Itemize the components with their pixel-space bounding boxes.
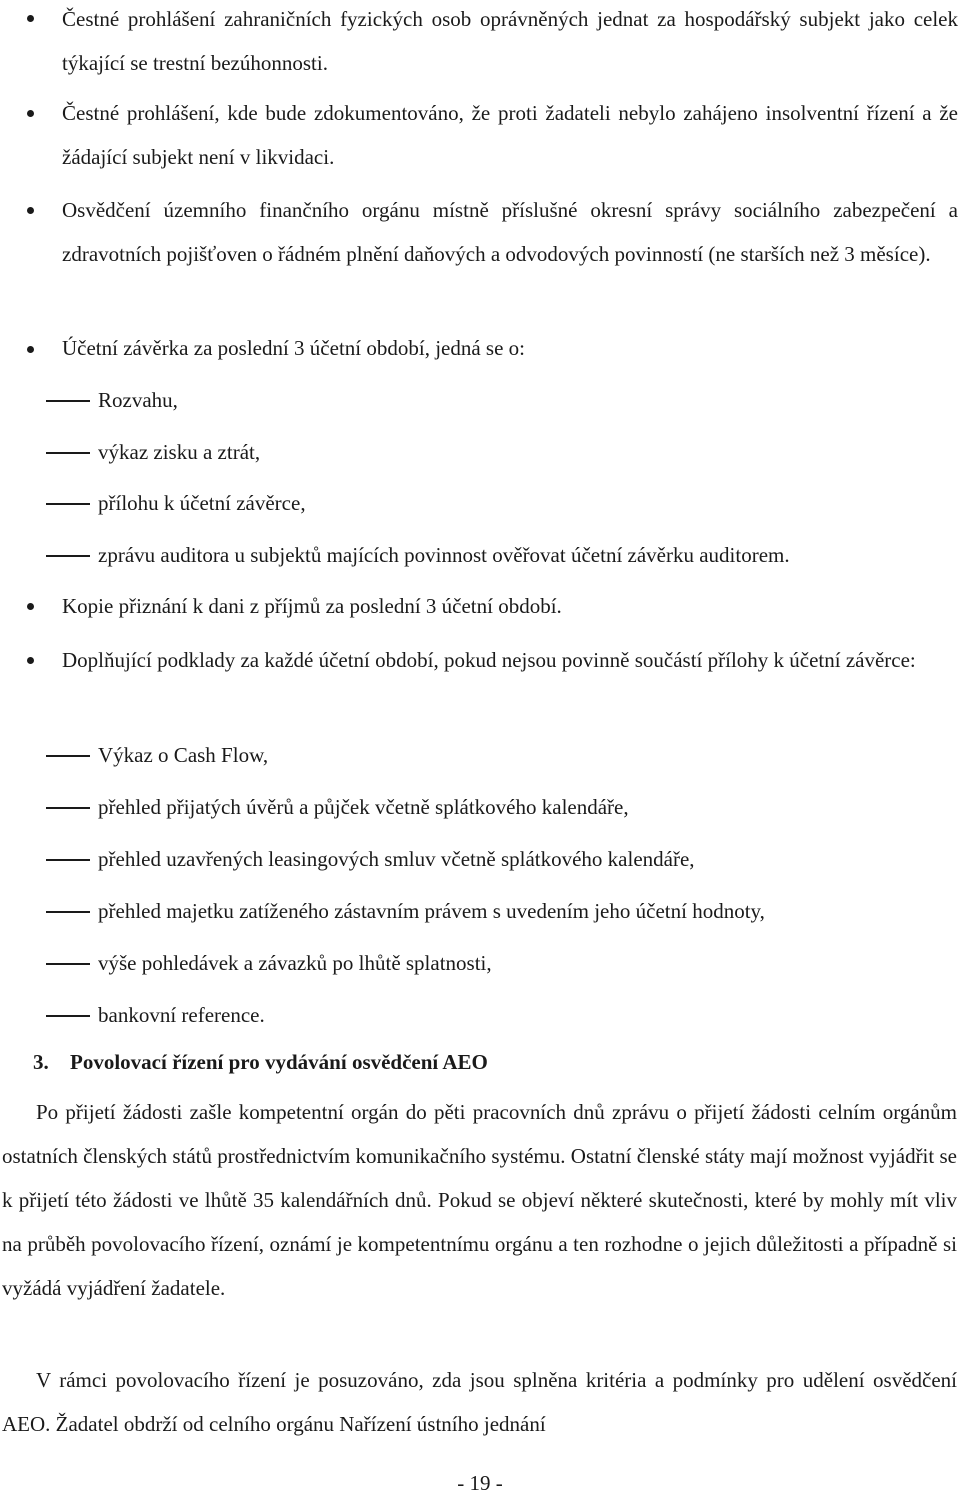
bullet-icon bbox=[27, 657, 34, 664]
sub-list-item-text: zprávu auditora u subjektů majících povinnost ověřovat účetní závěrku auditorem. bbox=[98, 543, 790, 567]
sub-list-item-text: přehled uzavřených leasingových smluv včetně splátkového kalendáře, bbox=[98, 847, 695, 871]
sub-list-item bbox=[0, 378, 960, 422]
sub-list-item-text: Rozvahu, bbox=[98, 388, 178, 412]
dash-icon bbox=[46, 911, 90, 913]
bullet-icon bbox=[27, 346, 34, 353]
dash-icon bbox=[46, 503, 90, 505]
bullet-icon bbox=[27, 15, 34, 22]
sub-list-item-text: přehled přijatých úvěrů a půjček včetně splátkového kalendáře, bbox=[98, 795, 629, 819]
bullet-icon bbox=[27, 110, 34, 117]
dash-icon bbox=[46, 859, 90, 861]
sub-list-item bbox=[0, 785, 960, 829]
sub-list-item bbox=[0, 993, 960, 1037]
dash-icon bbox=[46, 807, 90, 809]
sub-list-item bbox=[0, 733, 960, 777]
sub-list-item bbox=[0, 837, 960, 881]
list-item-text: Doplňující podklady za každé účetní období, pokud nejsou povinně součástí přílohy k účetní závěrce: bbox=[62, 648, 916, 672]
list-item-text: Účetní závěrka za poslední 3 účetní období, jedná se o: bbox=[62, 336, 526, 360]
dash-icon bbox=[46, 1015, 90, 1017]
list-item-text: Čestné prohlášení, kde bude zdokumentováno, že proti žadateli nebylo zahájeno insolventní řízení a že žádající subjekt není v likvidaci. bbox=[62, 101, 958, 169]
sub-list-item bbox=[0, 481, 960, 525]
dash-icon bbox=[46, 452, 90, 454]
sub-list-item-text: výše pohledávek a závazků po lhůtě splatnosti, bbox=[98, 951, 492, 975]
dash-icon bbox=[46, 755, 90, 757]
sub-list-item-text: Výkaz o Cash Flow, bbox=[98, 743, 269, 767]
bullet-icon bbox=[27, 207, 34, 214]
sub-list-item bbox=[0, 889, 960, 933]
bullet-icon bbox=[27, 603, 34, 610]
sub-list-item-text: přílohu k účetní závěrce, bbox=[98, 491, 306, 515]
list-item-text: Čestné prohlášení zahraničních fyzických osob oprávněných jednat za hospodářský subjekt jako celek týkající se trestní bezúhonnosti. bbox=[62, 7, 958, 75]
sub-list-item bbox=[0, 533, 960, 577]
sub-list-item-text: výkaz zisku a ztrát, bbox=[98, 440, 261, 464]
dash-icon bbox=[46, 963, 90, 965]
section-number: 3. bbox=[33, 1050, 49, 1074]
sub-list-item-text: bankovní reference. bbox=[98, 1003, 265, 1027]
list-item-text: Kopie přiznání k dani z příjmů za poslední 3 účetní období. bbox=[62, 594, 562, 618]
paragraph: Po přijetí žádosti zašle kompetentní orgán do pěti pracovních dnů zprávu o přijetí žádosti celním orgánům ostatních členských států prostřednictvím komunikačního systému. Ostatní členské státy mají možnost vyjádřit se k přijetí této žádosti ve lhůtě 35 kalendářních dnů. Pokud se objeví některé skutečnosti, které by mohly mít vliv na průběh povolovacího řízení, oznámí je kompetentnímu orgánu a ten rozhodne o jejich důležitosti a případně si vyžádá vyjádření žadatele. bbox=[2, 1100, 957, 1300]
dash-icon bbox=[46, 555, 90, 557]
list-item-text: Osvědčení územního finančního orgánu místně příslušné okresní správy sociálního zabezpečení a zdravotních pojišťoven o řádném plnění daňových a odvodových povinností (ne starších než 3 měsíce). bbox=[62, 198, 958, 266]
section-heading bbox=[33, 1040, 488, 1084]
page-number: - 19 - bbox=[457, 1471, 503, 1495]
sub-list-item bbox=[0, 941, 960, 985]
sub-list-item-text: přehled majetku zatíženého zástavním právem s uvedením jeho účetní hodnoty, bbox=[98, 899, 765, 923]
sub-list-item bbox=[0, 430, 960, 474]
dash-icon bbox=[46, 400, 90, 402]
paragraph: V rámci povolovacího řízení je posuzováno, zda jsou splněna kritéria a podmínky pro udělení osvědčení AEO. Žadatel obdrží od celního orgánu Nařízení ústního jednání bbox=[2, 1368, 957, 1436]
section-title: Povolovací řízení pro vydávání osvědčení AEO bbox=[70, 1050, 488, 1074]
